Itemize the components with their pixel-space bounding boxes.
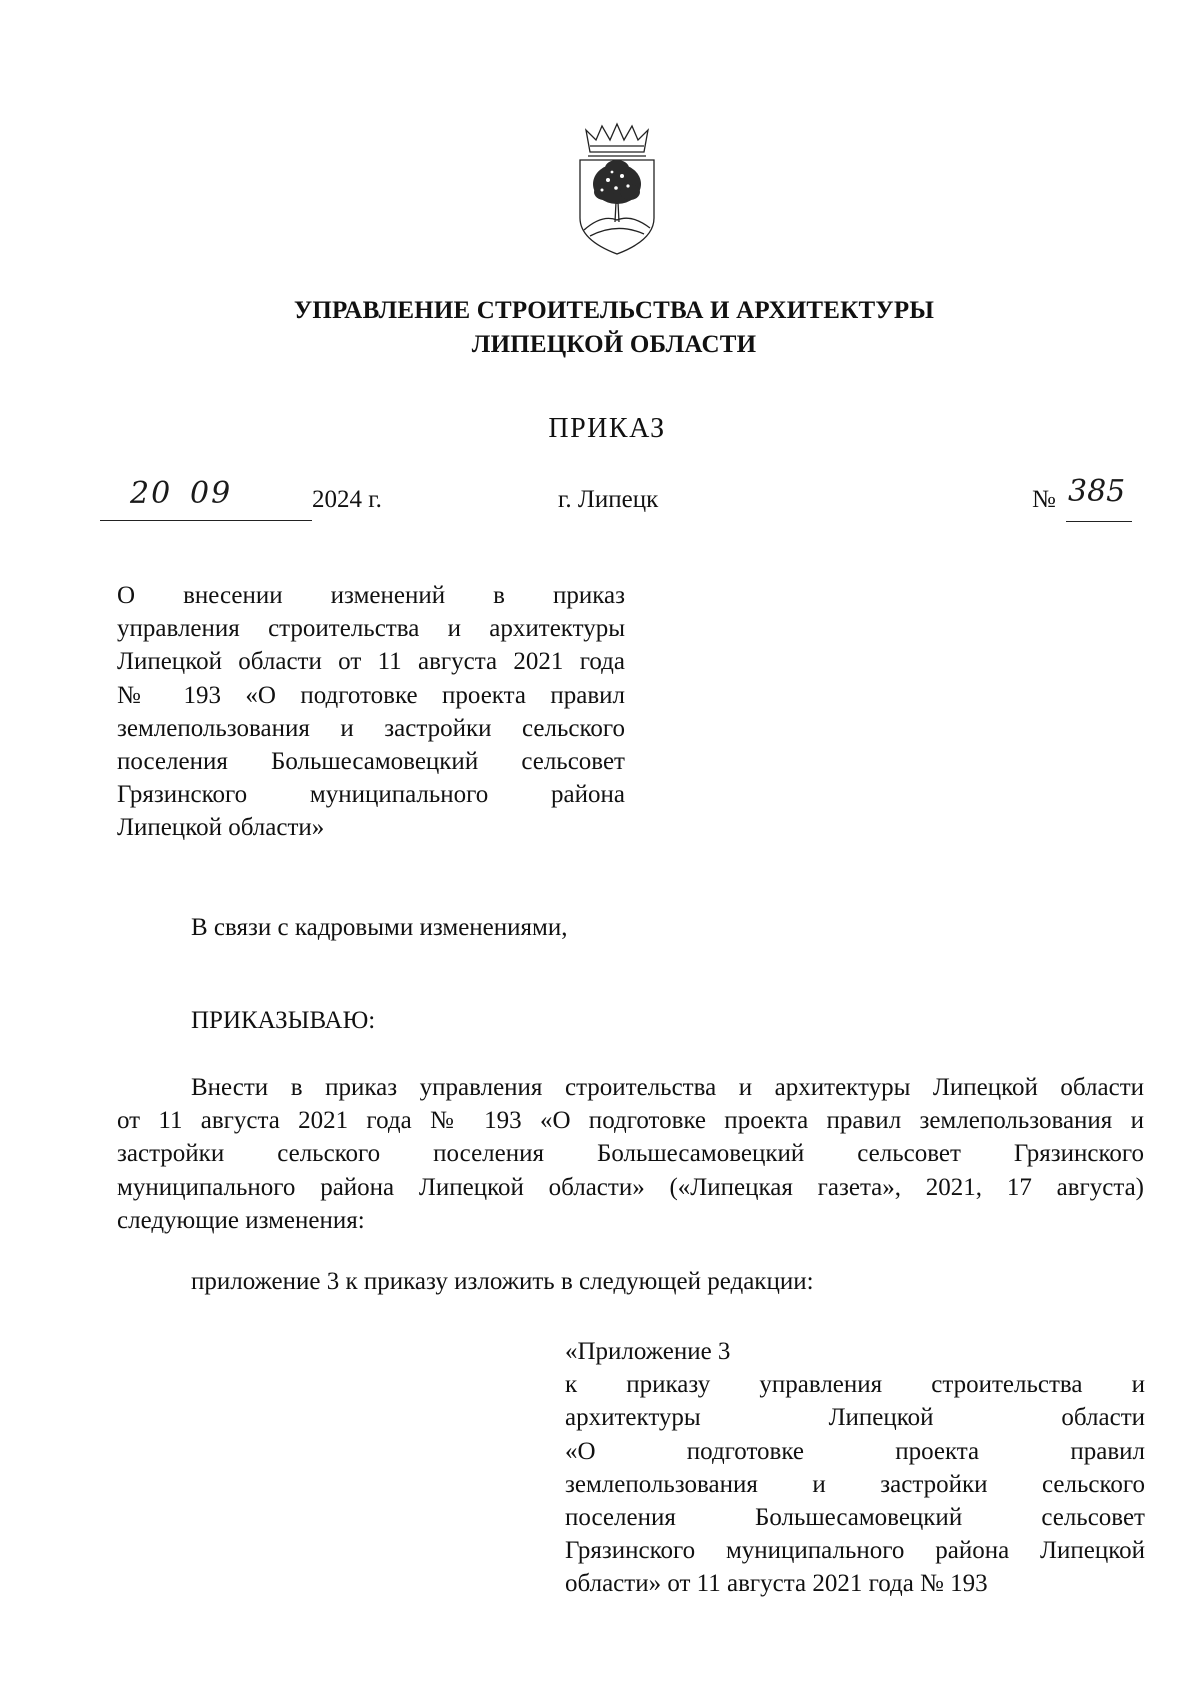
appendix-intro-text: приложение 3 к приказу изложить в следующей редакции: — [191, 1268, 814, 1295]
document-type-title: ПРИКАЗ — [548, 413, 666, 444]
number-underline — [1066, 521, 1132, 522]
annex-line: области» от 11 августа 2021 года № 193 — [565, 1570, 988, 1598]
annex-line: «Приложение 3 — [565, 1338, 731, 1365]
annex-line: Грязинского муниципального района Липецкой — [565, 1537, 1145, 1565]
order-body — [117, 1071, 1144, 1237]
subject-line: Липецкой области от 11 августа 2021 года — [117, 648, 625, 676]
subject-line: Липецкой области» — [117, 814, 325, 842]
organization-name-line2: ЛИПЕЦКОЙ ОБЛАСТИ — [471, 331, 757, 358]
body-line: застройки сельского поселения Большесамовецкий сельсовет Грязинского — [117, 1140, 1144, 1168]
handwritten-date-day: 20 — [130, 476, 173, 511]
annex-line: «О подготовке проекта правил — [565, 1437, 1145, 1465]
subject-line: О внесении изменений в приказ — [117, 582, 625, 609]
annex-line: к приказу управления строительства и — [565, 1371, 1145, 1399]
reason-text: В связи с кадровыми изменениями, — [191, 914, 568, 941]
document-year: 2024 г. — [312, 486, 382, 513]
handwritten-document-number: 385 — [1068, 474, 1126, 509]
handwritten-date-month: 09 — [190, 476, 233, 511]
annex-line: архитектуры Липецкой области — [565, 1404, 1145, 1432]
order-keyword: ПРИКАЗЫВАЮ: — [191, 1007, 376, 1034]
body-line: следующие изменения: — [117, 1206, 365, 1234]
subject-line: поселения Большесамовецкий сельсовет — [117, 748, 625, 776]
subject-line: управления строительства и архитектуры — [117, 615, 625, 643]
annex-line: поселения Большесамовецкий сельсовет — [565, 1504, 1145, 1532]
coat-of-arms-emblem — [572, 122, 662, 262]
subject-line: № 193 «О подготовке проекта правил — [117, 681, 625, 709]
date-underline — [100, 520, 312, 521]
organization-name-line1: УПРАВЛЕНИЕ СТРОИТЕЛЬСТВА И АРХИТЕКТУРЫ — [293, 297, 935, 324]
document-subject — [117, 579, 625, 845]
subject-line: землепользования и застройки сельского — [117, 714, 625, 742]
body-line: муниципального района Липецкой области» («Липецкая газета», 2021, 17 августа) — [117, 1173, 1144, 1201]
annex-line: землепользования и застройки сельского — [565, 1470, 1145, 1498]
body-line: от 11 августа 2021 года № 193 «О подготовке проекта правил землепользования и — [117, 1107, 1144, 1135]
annex-header — [565, 1335, 1145, 1601]
number-sign: № — [1032, 486, 1056, 513]
body-line: Внести в приказ управления строительства и архитектуры Липецкой области — [191, 1074, 1144, 1101]
subject-line: Грязинского муниципального района — [117, 781, 625, 809]
document-city: г. Липецк — [558, 486, 659, 513]
